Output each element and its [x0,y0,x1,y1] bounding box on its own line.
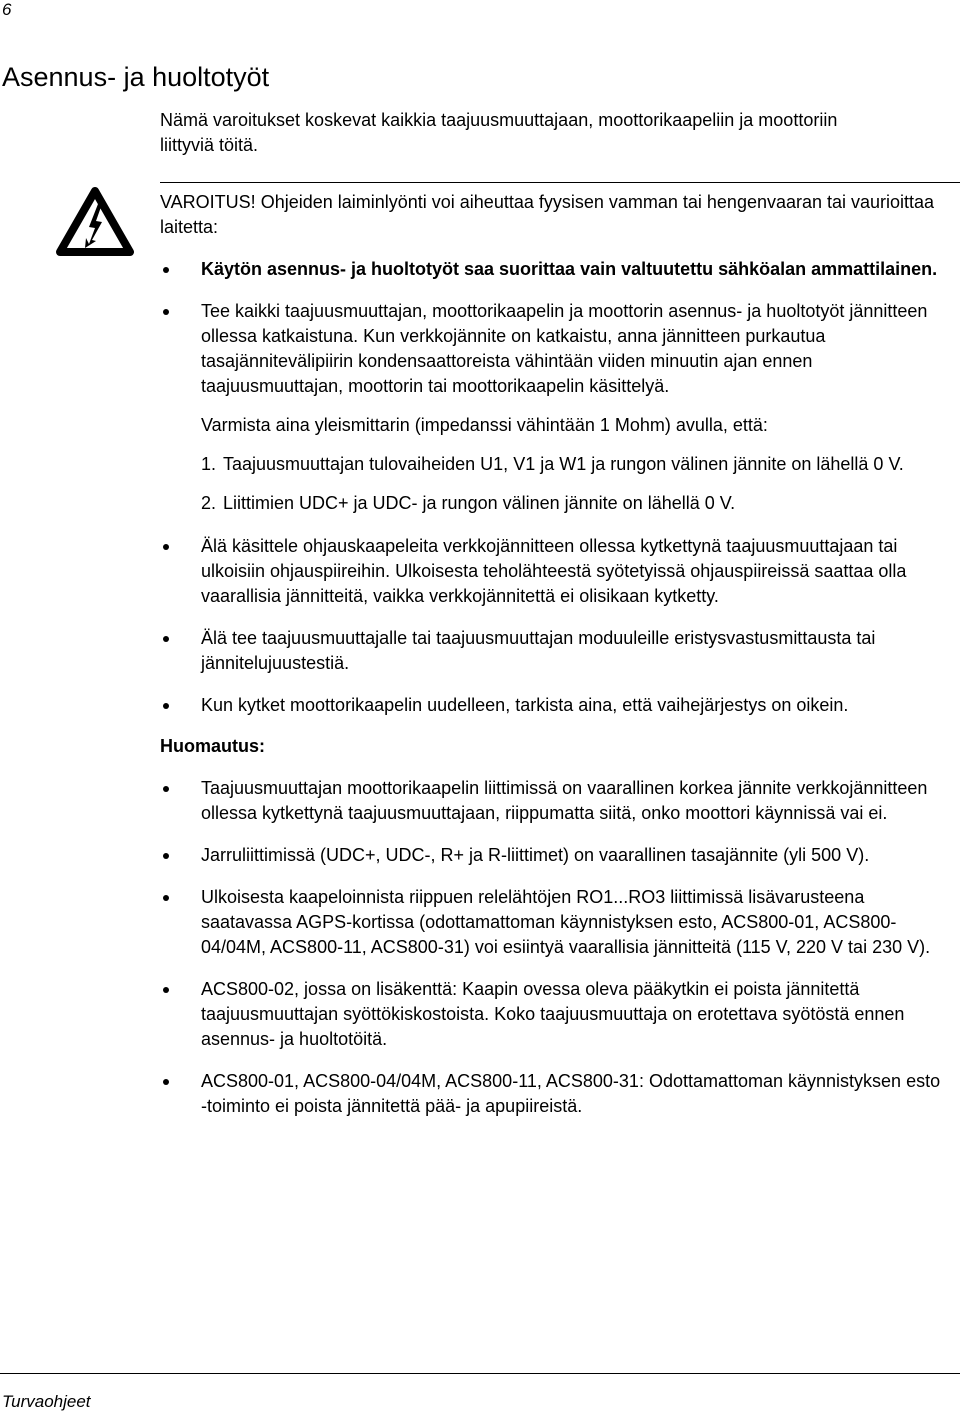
list-item: Tee kaikki taajuusmuuttajan, moottorikaapelin ja moottorin asennus- ja huoltotyöt jännitteen ollessa katkaistuna. Kun verkkojännite on katkaistu, anna jännitteen purkautua tasajännitevälipiirin kondensaattoreista vähintään viiden minuutin ajan ennen taajuusmuuttajan, moottorin tai moottorikaapelin käsittelyä. Varmista aina yleismittarin (impedanssi vähintään 1 Mohm) avulla, että: 1. Taajuusmuuttajan tulovaiheiden U1, V1 ja W1 ja rungon välinen jännite on lähellä 0 V. 2. Liittimien UDC+ ja UDC- ja rungon välinen jännite on lähellä 0 V. [160,299,950,516]
verify-text: Varmista aina yleismittarin (impedanssi vähintään 1 Mohm) avulla, että: [201,415,768,435]
list-item: Käytön asennus- ja huoltotyöt saa suorittaa vain valtuutettu sähköalan ammattilainen. [160,257,950,282]
warning-divider [160,182,960,183]
warning-paragraph [160,190,950,240]
list-item: Taajuusmuuttajan moottorikaapelin liittimissä on vaarallinen korkea jännite verkkojännitteen ollessa kytkettynä taajuusmuuttajaan, riippumatta siitä, onko moottori käynnissä vai ei. [160,776,950,826]
list-item: Älä tee taajuusmuuttajalle tai taajuusmuuttajan moduuleille eristysvastusmittausta tai jännitelujuustestiä. [160,626,950,676]
note-list [160,776,950,1119]
warning-label: VAROITUS! [160,192,256,212]
verify-item: 1. Taajuusmuuttajan tulovaiheiden U1, V1 ja W1 ja rungon välinen jännite on lähellä 0 V. [201,454,904,474]
list-item: ACS800-01, ACS800-04/04M, ACS800-11, ACS800-31: Odottamattoman käynnistyksen esto -toiminto ei poista jännitettä pää- ja apupiireistä. [160,1069,950,1119]
warning-block [160,190,950,1119]
list-item: Kun kytket moottorikaapelin uudelleen, tarkista aina, että vaihejärjestys on oikein. [160,693,950,718]
footer-divider [0,1373,960,1374]
list-item: Jarruliittimissä (UDC+, UDC-, R+ ja R-liittimet) on vaarallinen tasajännite (yli 500 V). [160,843,950,868]
section-title: Asennus- ja huoltotyöt [2,62,270,92]
high-voltage-warning-icon [56,186,134,256]
page-number: 6 [2,0,12,19]
note-label: Huomautus: [160,736,265,756]
list-item: Älä käsittele ohjauskaapeleita verkkojännitteen ollessa kytkettynä taajuusmuuttajaan tai ulkoisiin ohjauspiireihin. Ulkoisesta teholähteestä syötetyissä ohjauspiireissä saattaa olla vaarallisia jännitteitä, vaikka verkkojännitettä ei olisikaan kytketty. [160,534,950,609]
footer-title: Turvaohjeet [2,1392,91,1411]
list-item: ACS800-02, jossa on lisäkenttä: Kaapin ovessa oleva pääkytkin ei poista jännitettä taajuusmuuttajan syöttökiskostoista. Koko taajuusmuuttaja on erotettava syötöstä ennen asennus- ja huoltotöitä. [160,977,950,1052]
warning-text: Ohjeiden laiminlyönti voi aiheuttaa fyysisen vamman tai hengenvaaran tai vaurioittaa laitetta: [160,192,935,237]
verify-item: 2. Liittimien UDC+ ja UDC- ja rungon välinen jännite on lähellä 0 V. [201,493,736,513]
list-item: Ulkoisesta kaapeloinnista riippuen relelähtöjen RO1...RO3 liittimissä lisävarusteena saatavassa AGPS-kortissa (odottamattoman käynnistyksen esto, ACS800-01, ACS800-04/04M, ACS800-11, ACS800-31) voi esiintyä vaarallisia jännitteitä (115 V, 220 V tai 230 V). [160,885,950,960]
warning-list [160,257,950,718]
intro-text: Nämä varoitukset koskevat kaikkia taajuusmuuttajaan, moottorikaapeliin ja moottoriin liittyviä töitä. [160,110,838,155]
